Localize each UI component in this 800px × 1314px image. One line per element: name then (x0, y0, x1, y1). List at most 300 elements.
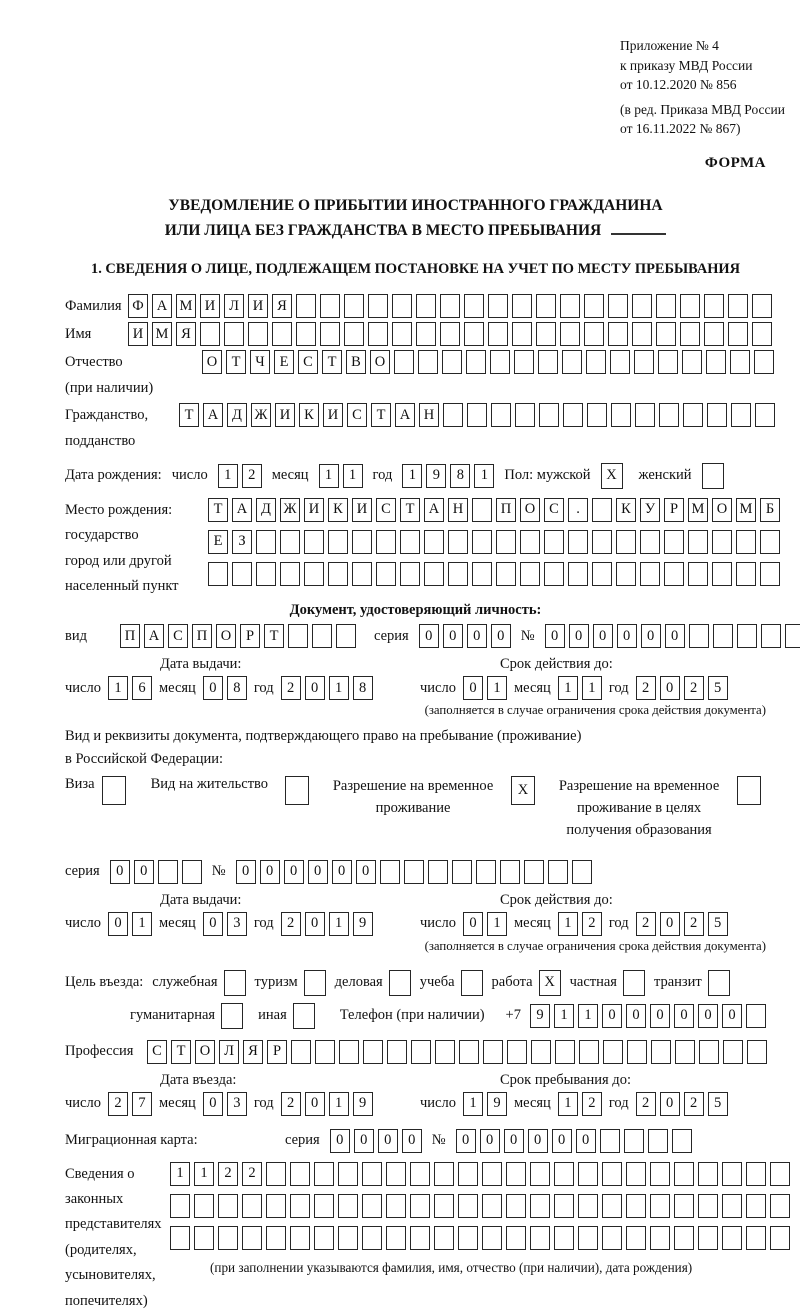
birth-place-cell[interactable] (736, 530, 756, 554)
profession-letter-cell[interactable] (411, 1040, 431, 1064)
patronymic-letter-cell[interactable] (490, 350, 510, 374)
representative-cell[interactable] (194, 1226, 214, 1250)
representative-cell[interactable] (386, 1194, 406, 1218)
profession-letter-cell[interactable] (507, 1040, 527, 1064)
representative-cell[interactable] (626, 1162, 646, 1186)
surname-letter-cell[interactable]: А (152, 294, 172, 318)
birth-place-cell[interactable] (376, 562, 396, 586)
birth-day-cell[interactable]: 2 (242, 464, 262, 488)
birth-place-cell[interactable]: К (616, 498, 636, 522)
name-letter-cell[interactable] (296, 322, 316, 346)
profession-letter-cell[interactable] (651, 1040, 671, 1064)
profession-letter-cell[interactable] (603, 1040, 623, 1064)
doc-number-cell[interactable]: 0 (545, 624, 565, 648)
representative-cell[interactable] (218, 1226, 238, 1250)
representative-cell[interactable] (314, 1162, 334, 1186)
representative-cell[interactable] (698, 1162, 718, 1186)
birth-place-cell[interactable]: Д (256, 498, 276, 522)
birth-place-cell[interactable] (448, 530, 468, 554)
name-letter-cell[interactable] (464, 322, 484, 346)
representative-cell[interactable] (746, 1194, 766, 1218)
representative-cell[interactable] (434, 1194, 454, 1218)
representative-cell[interactable] (746, 1226, 766, 1250)
birth-place-cell[interactable]: С (376, 498, 396, 522)
birth-place-cell[interactable]: Ж (280, 498, 300, 522)
digit-cell[interactable]: 1 (558, 676, 578, 700)
patronymic-letter-cell[interactable]: С (298, 350, 318, 374)
profession-letter-cell[interactable]: Т (171, 1040, 191, 1064)
representative-cell[interactable] (458, 1194, 478, 1218)
representative-cell[interactable] (434, 1226, 454, 1250)
name-letter-cell[interactable] (344, 322, 364, 346)
doc-number-cell[interactable]: 0 (617, 624, 637, 648)
profession-letter-cell[interactable] (675, 1040, 695, 1064)
birth-place-cell[interactable] (328, 530, 348, 554)
citizenship-letter-cell[interactable]: С (347, 403, 367, 427)
birth-place-cell[interactable] (280, 530, 300, 554)
birth-place-cell[interactable] (568, 530, 588, 554)
surname-letter-cell[interactable]: И (248, 294, 268, 318)
residence-number-cell[interactable] (572, 860, 592, 884)
name-letter-cell[interactable] (224, 322, 244, 346)
birth-place-cell[interactable] (352, 530, 372, 554)
birth-place-cell[interactable] (592, 562, 612, 586)
name-letter-cell[interactable] (560, 322, 580, 346)
representative-cell[interactable] (266, 1194, 286, 1218)
representative-cell[interactable] (266, 1226, 286, 1250)
surname-letter-cell[interactable] (464, 294, 484, 318)
doc-series-cell[interactable]: 0 (467, 624, 487, 648)
patronymic-letter-cell[interactable] (466, 350, 486, 374)
representative-cell[interactable] (626, 1194, 646, 1218)
birth-place-cell[interactable]: О (520, 498, 540, 522)
digit-cell[interactable]: 2 (684, 676, 704, 700)
patronymic-letter-cell[interactable]: Е (274, 350, 294, 374)
digit-cell[interactable]: 0 (305, 1092, 325, 1116)
name-letter-cell[interactable]: И (128, 322, 148, 346)
residence-number-cell[interactable]: 0 (356, 860, 376, 884)
profession-letter-cell[interactable]: О (195, 1040, 215, 1064)
birth-place-cell[interactable] (400, 530, 420, 554)
residence-permit-box[interactable] (285, 776, 309, 805)
name-letter-cell[interactable] (392, 322, 412, 346)
representative-cell[interactable] (290, 1162, 310, 1186)
birth-place-cell[interactable]: П (496, 498, 516, 522)
digit-cell[interactable]: 1 (487, 912, 507, 936)
doc-series-cell[interactable]: 0 (443, 624, 463, 648)
representative-cell[interactable] (602, 1226, 622, 1250)
surname-letter-cell[interactable] (512, 294, 532, 318)
representative-cell[interactable] (722, 1226, 742, 1250)
surname-letter-cell[interactable]: Ф (128, 294, 148, 318)
surname-letter-cell[interactable]: И (200, 294, 220, 318)
surname-letter-cell[interactable] (680, 294, 700, 318)
representative-cell[interactable] (650, 1194, 670, 1218)
education-residence-box[interactable] (737, 776, 761, 805)
surname-letter-cell[interactable] (632, 294, 652, 318)
doc-type-cell[interactable] (336, 624, 356, 648)
representative-cell[interactable] (362, 1226, 382, 1250)
representative-cell[interactable] (410, 1162, 430, 1186)
purpose-box[interactable] (224, 970, 246, 996)
patronymic-letter-cell[interactable] (538, 350, 558, 374)
birth-place-cell[interactable]: С (544, 498, 564, 522)
doc-number-cell[interactable] (689, 624, 709, 648)
migration-number-cell[interactable] (672, 1129, 692, 1153)
surname-letter-cell[interactable] (392, 294, 412, 318)
doc-number-cell[interactable]: 0 (569, 624, 589, 648)
representative-cell[interactable] (506, 1162, 526, 1186)
name-letter-cell[interactable] (704, 322, 724, 346)
representative-cell[interactable] (770, 1162, 790, 1186)
representative-cell[interactable]: 1 (194, 1162, 214, 1186)
representative-cell[interactable] (338, 1226, 358, 1250)
citizenship-letter-cell[interactable]: Д (227, 403, 247, 427)
doc-type-cell[interactable]: А (144, 624, 164, 648)
residence-number-cell[interactable]: 0 (332, 860, 352, 884)
name-letter-cell[interactable] (632, 322, 652, 346)
representative-cell[interactable]: 1 (170, 1162, 190, 1186)
profession-letter-cell[interactable] (531, 1040, 551, 1064)
digit-cell[interactable]: 1 (108, 676, 128, 700)
birth-place-cell[interactable] (304, 562, 324, 586)
representative-cell[interactable] (674, 1194, 694, 1218)
citizenship-letter-cell[interactable] (611, 403, 631, 427)
representative-cell[interactable] (458, 1162, 478, 1186)
birth-place-cell[interactable] (520, 530, 540, 554)
residence-number-cell[interactable] (476, 860, 496, 884)
profession-letter-cell[interactable] (723, 1040, 743, 1064)
profession-letter-cell[interactable] (291, 1040, 311, 1064)
digit-cell[interactable]: 0 (660, 1092, 680, 1116)
profession-letter-cell[interactable] (579, 1040, 599, 1064)
birth-place-cell[interactable] (424, 530, 444, 554)
profession-letter-cell[interactable] (363, 1040, 383, 1064)
patronymic-letter-cell[interactable] (610, 350, 630, 374)
surname-letter-cell[interactable] (440, 294, 460, 318)
surname-letter-cell[interactable] (344, 294, 364, 318)
representative-cell[interactable] (290, 1226, 310, 1250)
digit-cell[interactable]: 1 (329, 676, 349, 700)
representative-cell[interactable] (386, 1162, 406, 1186)
representative-cell[interactable] (674, 1226, 694, 1250)
migration-number-cell[interactable]: 0 (480, 1129, 500, 1153)
birth-place-cell[interactable] (376, 530, 396, 554)
patronymic-letter-cell[interactable] (394, 350, 414, 374)
doc-type-cell[interactable] (288, 624, 308, 648)
birth-place-cell[interactable]: М (688, 498, 708, 522)
representative-cell[interactable] (650, 1162, 670, 1186)
birth-place-cell[interactable]: Т (208, 498, 228, 522)
representative-cell[interactable] (362, 1194, 382, 1218)
citizenship-letter-cell[interactable]: Т (371, 403, 391, 427)
doc-number-cell[interactable] (761, 624, 781, 648)
phone-digit-cell[interactable]: 0 (698, 1004, 718, 1028)
patronymic-letter-cell[interactable]: О (202, 350, 222, 374)
phone-digit-cell[interactable]: 0 (602, 1004, 622, 1028)
sex-female-box[interactable] (702, 463, 724, 489)
birth-place-cell[interactable]: К (328, 498, 348, 522)
birth-place-cell[interactable] (472, 530, 492, 554)
surname-letter-cell[interactable] (536, 294, 556, 318)
digit-cell[interactable]: 9 (487, 1092, 507, 1116)
representative-cell[interactable] (410, 1226, 430, 1250)
digit-cell[interactable]: 2 (582, 912, 602, 936)
name-letter-cell[interactable] (608, 322, 628, 346)
birth-place-cell[interactable] (616, 562, 636, 586)
citizenship-letter-cell[interactable]: Ж (251, 403, 271, 427)
surname-letter-cell[interactable]: Я (272, 294, 292, 318)
patronymic-letter-cell[interactable] (634, 350, 654, 374)
birth-place-cell[interactable] (352, 562, 372, 586)
digit-cell[interactable]: 5 (708, 912, 728, 936)
digit-cell[interactable]: 9 (353, 1092, 373, 1116)
birth-day-cell[interactable]: 1 (218, 464, 238, 488)
name-letter-cell[interactable] (728, 322, 748, 346)
name-letter-cell[interactable] (272, 322, 292, 346)
doc-series-cell[interactable]: 0 (491, 624, 511, 648)
profession-letter-cell[interactable] (747, 1040, 767, 1064)
citizenship-letter-cell[interactable] (539, 403, 559, 427)
migration-number-cell[interactable]: 0 (552, 1129, 572, 1153)
representative-cell[interactable] (554, 1162, 574, 1186)
temporary-residence-box[interactable]: X (511, 776, 535, 805)
digit-cell[interactable]: 1 (329, 912, 349, 936)
profession-letter-cell[interactable]: Л (219, 1040, 239, 1064)
citizenship-letter-cell[interactable] (491, 403, 511, 427)
representative-cell[interactable] (506, 1194, 526, 1218)
migration-number-cell[interactable] (648, 1129, 668, 1153)
doc-type-cell[interactable] (312, 624, 332, 648)
representative-cell[interactable] (242, 1226, 262, 1250)
representative-cell[interactable] (626, 1226, 646, 1250)
purpose-box[interactable] (221, 1003, 243, 1029)
profession-letter-cell[interactable] (315, 1040, 335, 1064)
doc-type-cell[interactable]: Р (240, 624, 260, 648)
migration-number-cell[interactable] (624, 1129, 644, 1153)
migration-number-cell[interactable]: 0 (504, 1129, 524, 1153)
residence-number-cell[interactable] (428, 860, 448, 884)
residence-number-cell[interactable]: 0 (260, 860, 280, 884)
citizenship-letter-cell[interactable]: И (323, 403, 343, 427)
name-letter-cell[interactable] (416, 322, 436, 346)
migration-number-cell[interactable]: 0 (576, 1129, 596, 1153)
representative-cell[interactable] (578, 1162, 598, 1186)
name-letter-cell[interactable] (368, 322, 388, 346)
birth-place-cell[interactable]: О (712, 498, 732, 522)
doc-number-cell[interactable] (737, 624, 757, 648)
surname-letter-cell[interactable] (488, 294, 508, 318)
birth-place-cell[interactable] (400, 562, 420, 586)
name-letter-cell[interactable]: Я (176, 322, 196, 346)
patronymic-letter-cell[interactable]: Т (226, 350, 246, 374)
phone-digit-cell[interactable] (746, 1004, 766, 1028)
representative-cell[interactable] (506, 1226, 526, 1250)
name-letter-cell[interactable] (200, 322, 220, 346)
name-letter-cell[interactable] (680, 322, 700, 346)
birth-place-cell[interactable] (544, 562, 564, 586)
name-letter-cell[interactable] (488, 322, 508, 346)
citizenship-letter-cell[interactable] (707, 403, 727, 427)
birth-place-cell[interactable] (640, 530, 660, 554)
digit-cell[interactable]: 3 (227, 912, 247, 936)
birth-year-cell[interactable]: 1 (402, 464, 422, 488)
representative-cell[interactable] (266, 1162, 286, 1186)
name-letter-cell[interactable] (536, 322, 556, 346)
representative-cell[interactable] (722, 1162, 742, 1186)
surname-letter-cell[interactable] (416, 294, 436, 318)
birth-place-cell[interactable] (256, 530, 276, 554)
doc-number-cell[interactable] (785, 624, 800, 648)
birth-place-cell[interactable]: Т (400, 498, 420, 522)
birth-place-cell[interactable] (496, 562, 516, 586)
digit-cell[interactable]: 1 (582, 676, 602, 700)
representative-cell[interactable] (314, 1194, 334, 1218)
residence-number-cell[interactable] (404, 860, 424, 884)
residence-number-cell[interactable]: 0 (308, 860, 328, 884)
digit-cell[interactable]: 0 (305, 676, 325, 700)
surname-letter-cell[interactable] (368, 294, 388, 318)
digit-cell[interactable]: 1 (558, 1092, 578, 1116)
purpose-box[interactable] (389, 970, 411, 996)
birth-place-cell[interactable]: Р (664, 498, 684, 522)
birth-place-cell[interactable] (712, 530, 732, 554)
profession-letter-cell[interactable] (555, 1040, 575, 1064)
patronymic-letter-cell[interactable] (682, 350, 702, 374)
representative-cell[interactable] (698, 1194, 718, 1218)
digit-cell[interactable]: 0 (203, 912, 223, 936)
patronymic-letter-cell[interactable] (514, 350, 534, 374)
representative-cell[interactable] (602, 1194, 622, 1218)
representative-cell[interactable] (218, 1194, 238, 1218)
representative-cell[interactable] (530, 1162, 550, 1186)
representative-cell[interactable] (674, 1162, 694, 1186)
doc-number-cell[interactable] (713, 624, 733, 648)
birth-place-cell[interactable] (304, 530, 324, 554)
residence-series-cell[interactable]: 0 (134, 860, 154, 884)
birth-place-cell[interactable]: З (232, 530, 252, 554)
purpose-box[interactable]: X (539, 970, 561, 996)
representative-cell[interactable] (314, 1226, 334, 1250)
citizenship-letter-cell[interactable] (587, 403, 607, 427)
doc-number-cell[interactable]: 0 (665, 624, 685, 648)
patronymic-letter-cell[interactable] (730, 350, 750, 374)
birth-place-cell[interactable] (472, 562, 492, 586)
representative-cell[interactable] (746, 1162, 766, 1186)
phone-digit-cell[interactable]: 0 (650, 1004, 670, 1028)
birth-month-cell[interactable]: 1 (343, 464, 363, 488)
digit-cell[interactable]: 0 (203, 676, 223, 700)
surname-letter-cell[interactable] (752, 294, 772, 318)
digit-cell[interactable]: 1 (558, 912, 578, 936)
profession-letter-cell[interactable]: Р (267, 1040, 287, 1064)
migration-series-cell[interactable]: 0 (402, 1129, 422, 1153)
digit-cell[interactable]: 2 (636, 912, 656, 936)
patronymic-letter-cell[interactable] (418, 350, 438, 374)
doc-number-cell[interactable]: 0 (641, 624, 661, 648)
purpose-box[interactable] (461, 970, 483, 996)
surname-letter-cell[interactable] (656, 294, 676, 318)
profession-letter-cell[interactable] (387, 1040, 407, 1064)
birth-month-cell[interactable]: 1 (319, 464, 339, 488)
birth-place-cell[interactable]: И (304, 498, 324, 522)
birth-place-cell[interactable] (208, 562, 228, 586)
birth-place-cell[interactable] (664, 530, 684, 554)
doc-type-cell[interactable]: О (216, 624, 236, 648)
migration-series-cell[interactable]: 0 (378, 1129, 398, 1153)
digit-cell[interactable]: 3 (227, 1092, 247, 1116)
citizenship-letter-cell[interactable] (683, 403, 703, 427)
birth-place-cell[interactable]: Е (208, 530, 228, 554)
representative-cell[interactable] (410, 1194, 430, 1218)
migration-series-cell[interactable]: 0 (354, 1129, 374, 1153)
profession-letter-cell[interactable] (627, 1040, 647, 1064)
digit-cell[interactable]: 8 (227, 676, 247, 700)
birth-place-cell[interactable] (592, 530, 612, 554)
representative-cell[interactable] (170, 1194, 190, 1218)
digit-cell[interactable]: 1 (463, 1092, 483, 1116)
representative-cell[interactable]: 2 (218, 1162, 238, 1186)
citizenship-letter-cell[interactable] (755, 403, 775, 427)
name-letter-cell[interactable] (320, 322, 340, 346)
citizenship-letter-cell[interactable]: Т (179, 403, 199, 427)
representative-cell[interactable] (194, 1194, 214, 1218)
digit-cell[interactable]: 0 (660, 912, 680, 936)
surname-letter-cell[interactable]: Л (224, 294, 244, 318)
surname-letter-cell[interactable] (560, 294, 580, 318)
birth-place-cell[interactable] (448, 562, 468, 586)
patronymic-letter-cell[interactable]: Т (322, 350, 342, 374)
digit-cell[interactable]: 0 (108, 912, 128, 936)
citizenship-letter-cell[interactable] (515, 403, 535, 427)
migration-number-cell[interactable]: 0 (456, 1129, 476, 1153)
surname-letter-cell[interactable] (296, 294, 316, 318)
residence-number-cell[interactable] (500, 860, 520, 884)
patronymic-letter-cell[interactable] (754, 350, 774, 374)
sex-male-box[interactable]: X (601, 463, 623, 489)
digit-cell[interactable]: 2 (636, 1092, 656, 1116)
birth-place-cell[interactable] (280, 562, 300, 586)
birth-year-cell[interactable]: 9 (426, 464, 446, 488)
digit-cell[interactable]: 5 (708, 676, 728, 700)
representative-cell[interactable] (530, 1194, 550, 1218)
doc-number-cell[interactable]: 0 (593, 624, 613, 648)
digit-cell[interactable]: 2 (684, 1092, 704, 1116)
name-letter-cell[interactable] (512, 322, 532, 346)
birth-place-cell[interactable] (520, 562, 540, 586)
citizenship-letter-cell[interactable] (635, 403, 655, 427)
representative-cell[interactable] (434, 1162, 454, 1186)
birth-place-cell[interactable]: А (424, 498, 444, 522)
digit-cell[interactable]: 6 (132, 676, 152, 700)
digit-cell[interactable]: 5 (708, 1092, 728, 1116)
digit-cell[interactable]: 2 (281, 676, 301, 700)
migration-series-cell[interactable]: 0 (330, 1129, 350, 1153)
digit-cell[interactable]: 8 (353, 676, 373, 700)
digit-cell[interactable]: 1 (329, 1092, 349, 1116)
birth-place-cell[interactable] (544, 530, 564, 554)
digit-cell[interactable]: 1 (132, 912, 152, 936)
residence-number-cell[interactable] (524, 860, 544, 884)
representative-cell[interactable] (338, 1162, 358, 1186)
birth-place-cell[interactable] (328, 562, 348, 586)
citizenship-letter-cell[interactable]: А (395, 403, 415, 427)
profession-letter-cell[interactable] (339, 1040, 359, 1064)
phone-digit-cell[interactable]: 1 (578, 1004, 598, 1028)
representative-cell[interactable] (722, 1194, 742, 1218)
profession-letter-cell[interactable]: Я (243, 1040, 263, 1064)
digit-cell[interactable]: 2 (281, 1092, 301, 1116)
